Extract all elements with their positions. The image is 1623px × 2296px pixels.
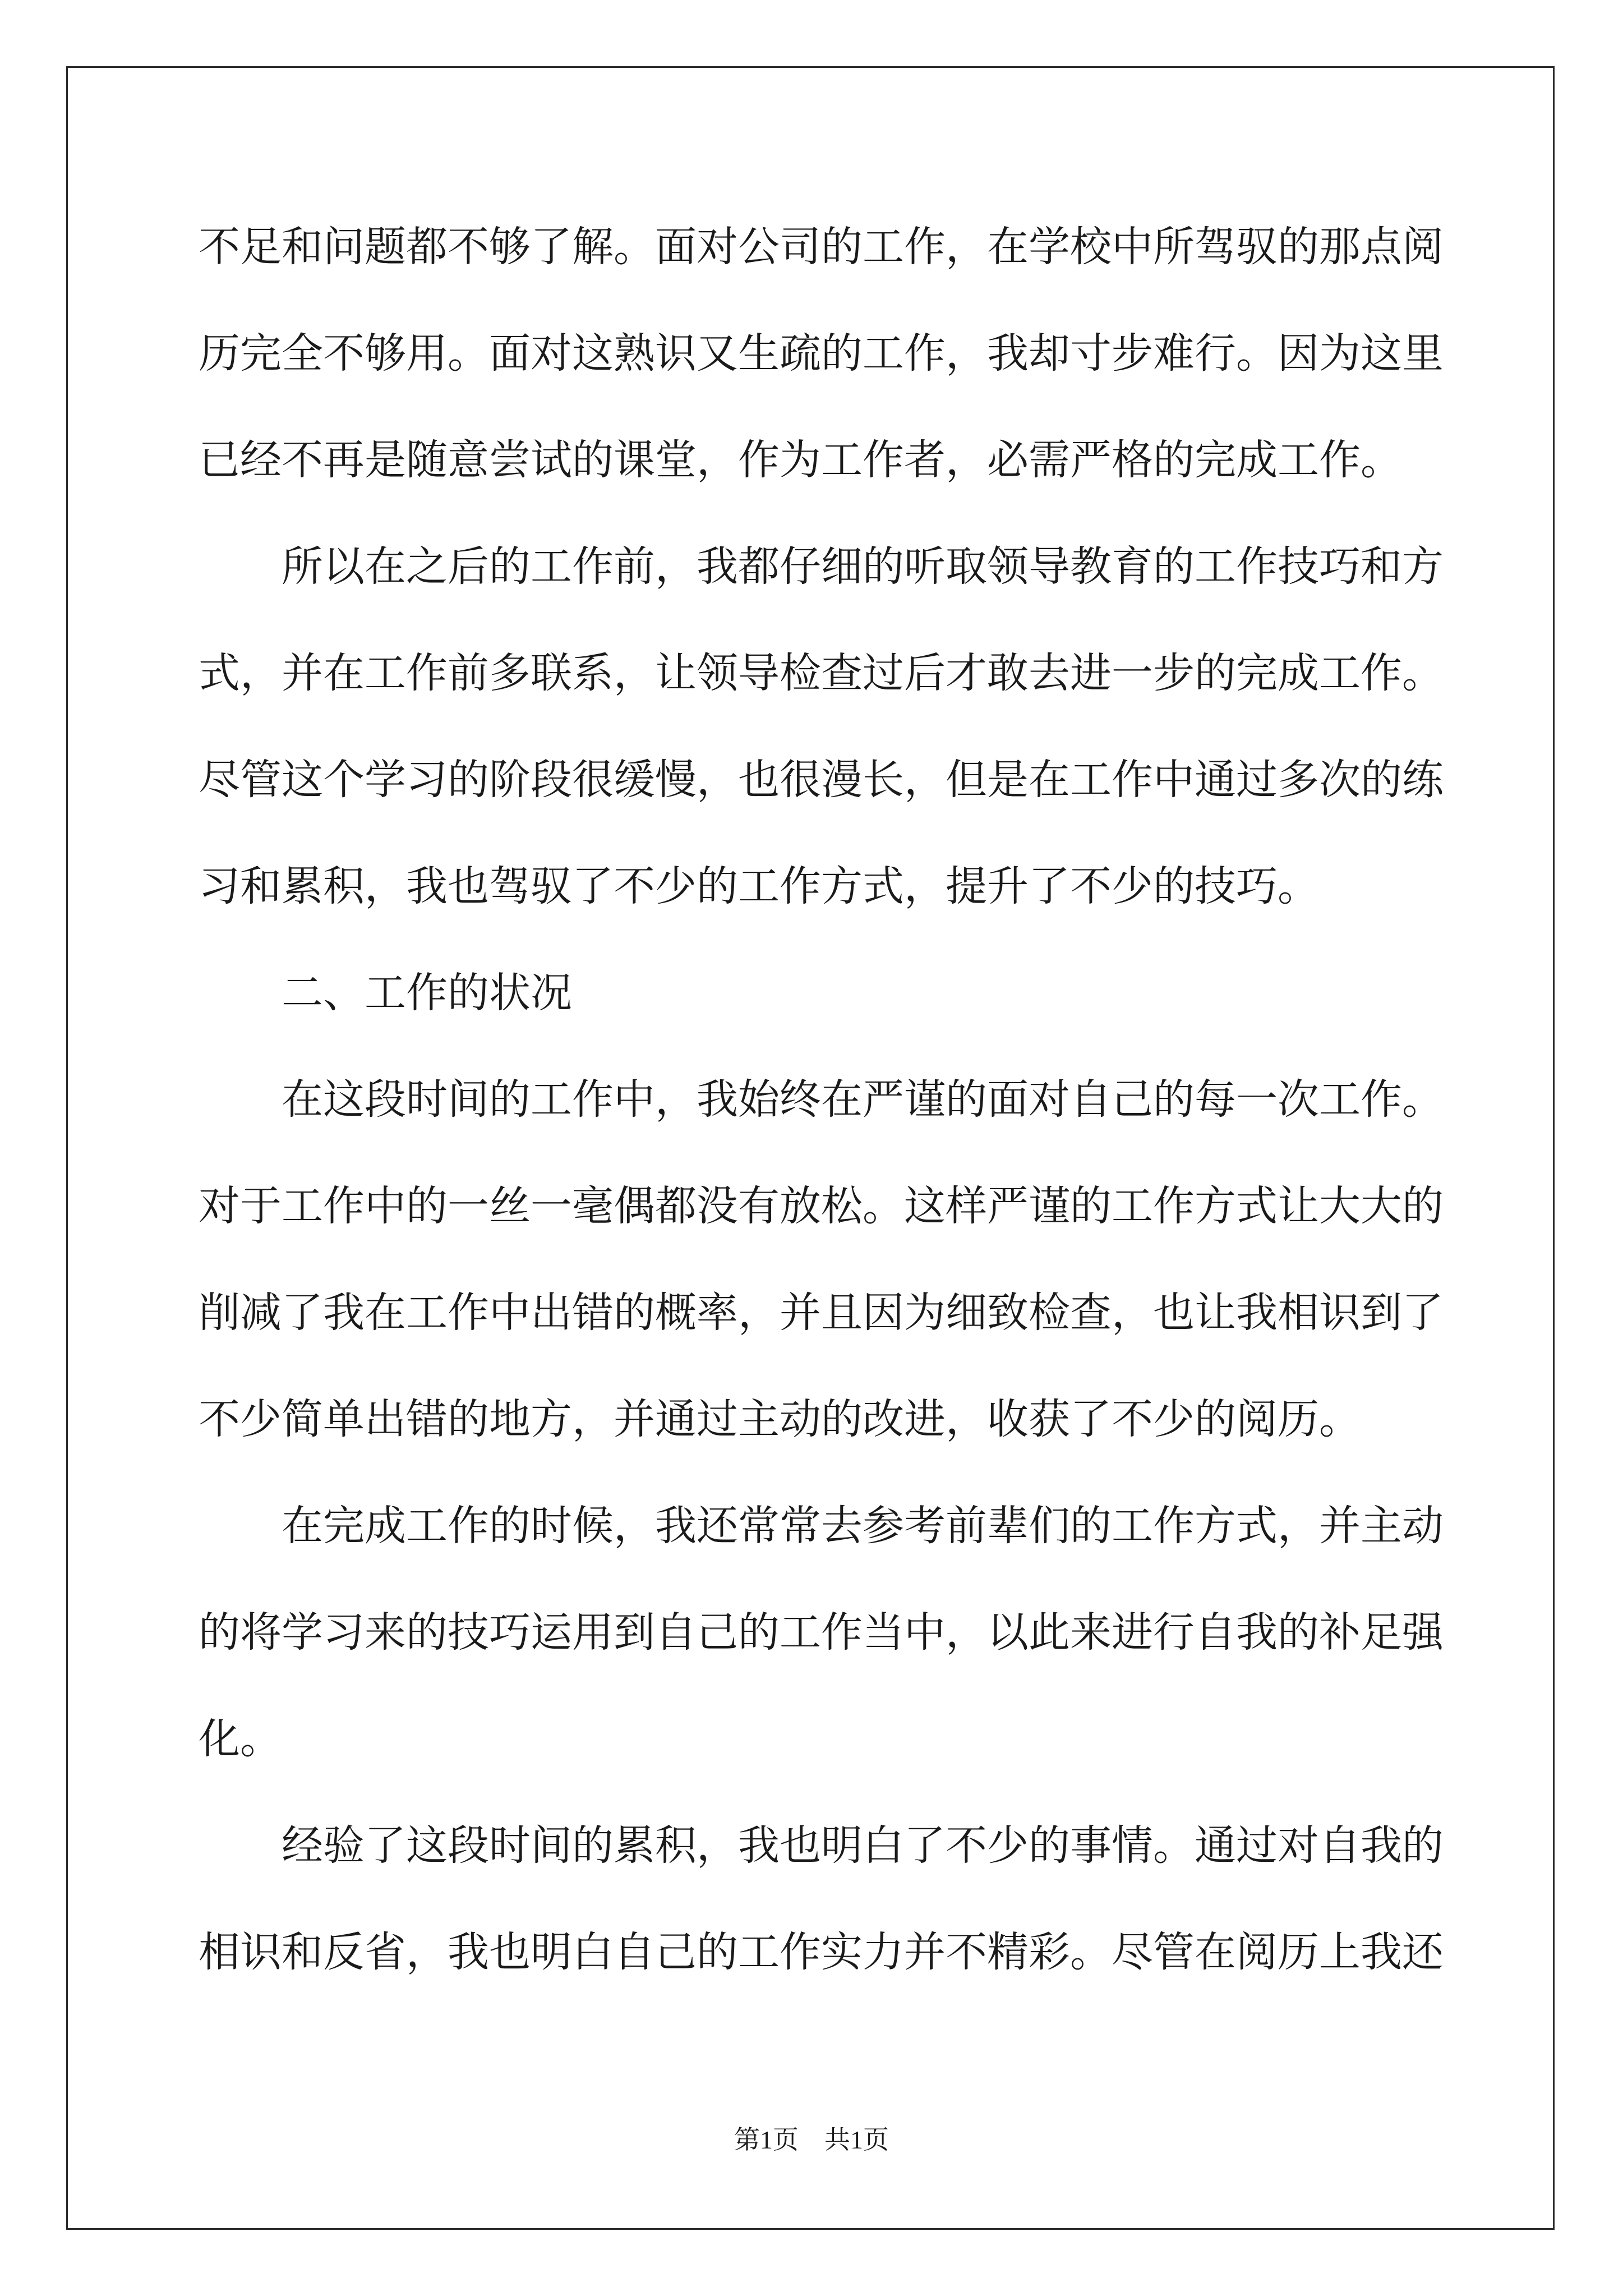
page-total: 共1页 [824, 2125, 889, 2154]
text-line-15: 化。 [199, 1715, 282, 1763]
text-line-3: 已经不再是随意尝试的课堂，作为工作者，必需严格的完成工作。 [199, 436, 1402, 484]
text-line-10: 对于工作中的一丝一毫偶都没有放松。这样严谨的工作方式让大大的 [199, 1182, 1444, 1230]
text-line-4: 所以在之后的工作前，我都仔细的听取领导教育的工作技巧和方 [282, 542, 1444, 591]
section-heading: 二、工作的状况 [282, 969, 572, 1017]
text-line-9: 在这段时间的工作中，我始终在严谨的面对自己的每一次工作。 [282, 1075, 1444, 1124]
text-line-17: 相识和反省，我也明白自己的工作实力并不精彩。尽管在阅历上我还 [199, 1928, 1444, 1976]
text-line-11: 削减了我在工作中出错的概率，并且因为细致检查，也让我相识到了 [199, 1289, 1444, 1337]
text-line-7: 习和累积，我也驾驭了不少的工作方式，提升了不少的技巧。 [199, 862, 1319, 910]
page-number: 第1页 [734, 2125, 799, 2154]
text-line-16: 经验了这段时间的累积，我也明白了不少的事情。通过对自我的 [282, 1821, 1444, 1870]
text-line-13: 在完成工作的时候，我还常常去参考前辈们的工作方式，并主动 [282, 1502, 1444, 1550]
text-line-6: 尽管这个学习的阶段很缓慢，也很漫长，但是在工作中通过多次的练 [199, 756, 1444, 804]
text-line-12: 不少简单出错的地方，并通过主动的改进，收获了不少的阅历。 [199, 1395, 1361, 1443]
document-body [199, 194, 1444, 2005]
text-line-14: 的将学习来的技巧运用到自己的工作当中，以此来进行自我的补足强 [199, 1608, 1444, 1657]
text-line-5: 式，并在工作前多联系，让领导检查过后才敢去进一步的完成工作。 [199, 649, 1444, 697]
text-line-2: 历完全不够用。面对这熟识又生疏的工作，我却寸步难行。因为这里 [199, 329, 1444, 378]
text-line-1: 不足和问题都不够了解。面对公司的工作，在学校中所驾驭的那点阅 [199, 223, 1444, 271]
page-footer [0, 2119, 1623, 2156]
